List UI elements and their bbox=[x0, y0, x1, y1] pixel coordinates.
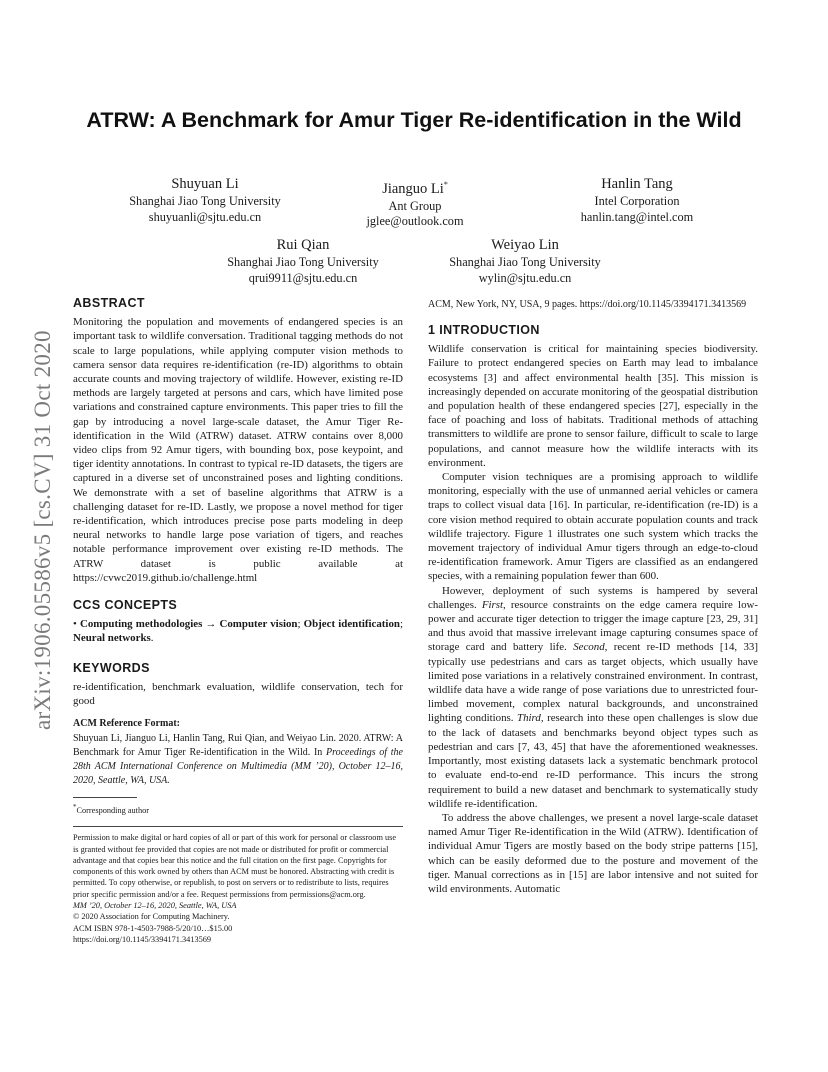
ccs-concepts: • Computing methodologies → Computer vision; Object identification; Neural networks. bbox=[73, 618, 403, 645]
author-block-4 bbox=[193, 236, 413, 286]
abstract-heading: ABSTRACT bbox=[73, 296, 145, 310]
author-email: shuyuanli@sjtu.edu.cn bbox=[148, 209, 262, 224]
permission-block bbox=[73, 832, 403, 945]
author-name: Jianguo Li bbox=[382, 180, 444, 197]
footnote-divider bbox=[73, 797, 137, 798]
permission-venue: MM ’20, October 12–16, 2020, Seattle, WA, USA bbox=[73, 901, 237, 911]
author-block-5 bbox=[415, 236, 635, 286]
ccs-concept: Computer vision bbox=[219, 618, 298, 631]
ccs-concept: Object identification bbox=[303, 618, 400, 631]
keywords-text: re-identification, benchmark evaluation, wildlife conservation, tech for good bbox=[73, 680, 403, 708]
right-column bbox=[428, 298, 758, 896]
author-name: Weiyao Lin bbox=[491, 237, 559, 253]
author-affiliation: Shanghai Jiao Tong University bbox=[129, 194, 281, 208]
author-name: Rui Qian bbox=[276, 237, 330, 253]
arxiv-stamp: arXiv:1906.05586v5 [cs.CV] 31 Oct 2020 bbox=[30, 330, 55, 730]
author-block-2 bbox=[312, 175, 518, 230]
intro-paragraph: Wildlife conservation is critical for maintaining species biodiversity. Failure to protect endangered species on Earth may lead to imbalance ecosystems [3] and affect environmental health [35]. This mission is increasingly depended on accurate monitoring of the geospatial distribution and population health of these endangered species [27], especially in the face of poaching and loss of habitats. Traditional methods of attaching transmitters to wildlife are prone to sensor failure, difficult to scale to large populations, and cannot measure how the wildlife interacts with its environment. bbox=[428, 343, 758, 469]
author-block-3 bbox=[527, 175, 747, 225]
author-email: hanlin.tang@intel.com bbox=[580, 209, 694, 224]
left-column bbox=[73, 296, 403, 945]
ccs-heading: CCS CONCEPTS bbox=[73, 598, 178, 613]
permission-isbn: ACM ISBN 978-1-4503-7988-5/20/10…$15.00 bbox=[73, 923, 233, 933]
acm-reference-continued: ACM, New York, NY, USA, 9 pages. https://doi.org/10.1145/3394171.3413569 bbox=[428, 299, 747, 310]
acm-reference-heading: ACM Reference Format: bbox=[73, 718, 180, 730]
author-affiliation: Ant Group bbox=[388, 198, 442, 213]
permission-text: Permission to make digital or hard copies of all or part of this work for personal or classroom use is granted without fee provided that copies are not made or distributed for profit or commercial advantage and that copies bear this notice and the full citation on the first page. Copyrights for components of this work owned by others than ACM must be honored. Abstracting with credit is permitted. To copy otherwise, or republish, to post on servers or to redistribute to lists, requires prior specific permission and/or a fee. Request permissions from permissions@acm.org. bbox=[73, 833, 397, 899]
author-email: qrui9911@sjtu.edu.cn bbox=[248, 270, 358, 285]
permission-divider bbox=[73, 826, 403, 827]
author-block-1 bbox=[95, 175, 315, 225]
author-name: Shuyuan Li bbox=[171, 176, 239, 192]
author-affiliation: Shanghai Jiao Tong University bbox=[449, 255, 601, 269]
abstract-text: Monitoring the population and movements of endangered species is an important task to wildlife conversation. Traditional tagging methods do not scale to large populations, while applying computer vision methods to camera sensor data requires re-identification (re-ID) algorithms to obtain accurate counts and moving trajectory of wildlife. However, existing re-ID methods are largely targeted at persons and cars, which have limited pose variations and constrained capture environments. This paper tries to fill the gap by introducing a novel large-scale dataset, the Amur Tiger Re-identification in the Wild (ATRW) dataset. ATRW contains over 8,000 video clips from 92 Amur tigers, with bounding box, pose keypoint, and tiger identity annotations. In contrast to typical re-ID datasets, the tigers are captured in a diverse set of unconstrained poses and lighting conditions. We demonstrate with a set of baseline algorithms that ATRW is a challenging dataset for re-ID. Lastly, we propose a novel method for tiger re-identification, which introduces precise pose parts modeling in deep neural networks to handle large pose variation of tigers, and reaches notable performance improvement over existing re-ID methods. The ATRW dataset is public available at https://cvwc2019.github.io/challenge.html bbox=[73, 316, 403, 584]
author-affiliation: Intel Corporation bbox=[594, 194, 680, 208]
introduction-heading: 1 INTRODUCTION bbox=[428, 323, 540, 337]
footnote: *Corresponding author bbox=[73, 804, 150, 816]
ccs-concept: Neural networks bbox=[73, 632, 151, 645]
paper-title: ATRW: A Benchmark for Amur Tiger Re-identification in the Wild bbox=[86, 108, 742, 132]
author-email: jglee@outlook.com bbox=[366, 214, 464, 229]
author-name: Hanlin Tang bbox=[601, 176, 673, 192]
intro-paragraph: However, deployment of such systems is hampered by several challenges. First, resource constraints on the edge camera require low-power and accurate tiger detection to trigger the image capture [23, 29, 31] and thus avoid that massive irrelevant image capturing consumes space of storage card and battery life. Second, recent re-ID methods [14, 33] typically use pedestrians and cars as target objects, which usually have limited pose variations in a relatively constrained environment. In contrast, wildlife data have a wide range of pose variations due to unrestricted four-limbed movement, complex natural backgrounds, and unconstrained lighting conditions. Third, research into these open challenges is slow due to the lack of datasets and benchmarks beyond object types such as pedestrian and cars [7, 43, 45] that have the aforementioned weaknesses. Importantly, most existing datasets lack a systematic benchmark protocol to evaluate end-to-end re-ID performance. This incurs the strong requirement to build a new dataset and benchmark to systematically study wildlife re-identification. bbox=[428, 584, 759, 810]
permission-doi: https://doi.org/10.1145/3394171.3413569 bbox=[73, 934, 212, 944]
author-affiliation: Shanghai Jiao Tong University bbox=[227, 255, 379, 269]
footnote-marker: * bbox=[443, 180, 448, 189]
permission-copyright: © 2020 Association for Computing Machinery. bbox=[73, 912, 230, 922]
acm-reference-text: Shuyuan Li, Jianguo Li, Hanlin Tang, Rui Qian, and Weiyao Lin. 2020. ATRW: A Benchmark for Amur Tiger Re-identification in the Wild. In Proceedings of the 28th ACM International Conference on Multimedia (MM ’20), October 12–16, 2020, Seattle, WA, USA. bbox=[73, 733, 403, 787]
intro-paragraph: Computer vision techniques are a promising approach to wildlife monitoring, especially with the use of unmanned aerial vehicles or camera traps to collect visual data [16]. In particular, re-identification (re-ID) is a core vision method required to obtain accurate population counts and track wildlife trajectory. Figure 1 illustrates one such system which tracks the movement trajectory of individual Amur tigers through an edge-to-cloud re-identification framework. Amur Tigers are classified as an endangered species, with a remaining population fewer than 600. bbox=[428, 471, 758, 583]
author-email: wylin@sjtu.edu.cn bbox=[478, 270, 572, 285]
ccs-concept: Computing methodologies bbox=[79, 618, 203, 631]
intro-paragraph: To address the above challenges, we present a novel large-scale dataset named Amur Tiger Re-identification in the Wild (ATRW). Identification of individual Amur Tigers are mostly based on the body stripe patterns [15], which can be easily deformed due to the posture and movement of the tiger. Manual corrections as in [15] are labor intensive and not suited for wild environments. Automatic bbox=[428, 811, 758, 895]
keywords-heading: KEYWORDS bbox=[73, 660, 150, 675]
